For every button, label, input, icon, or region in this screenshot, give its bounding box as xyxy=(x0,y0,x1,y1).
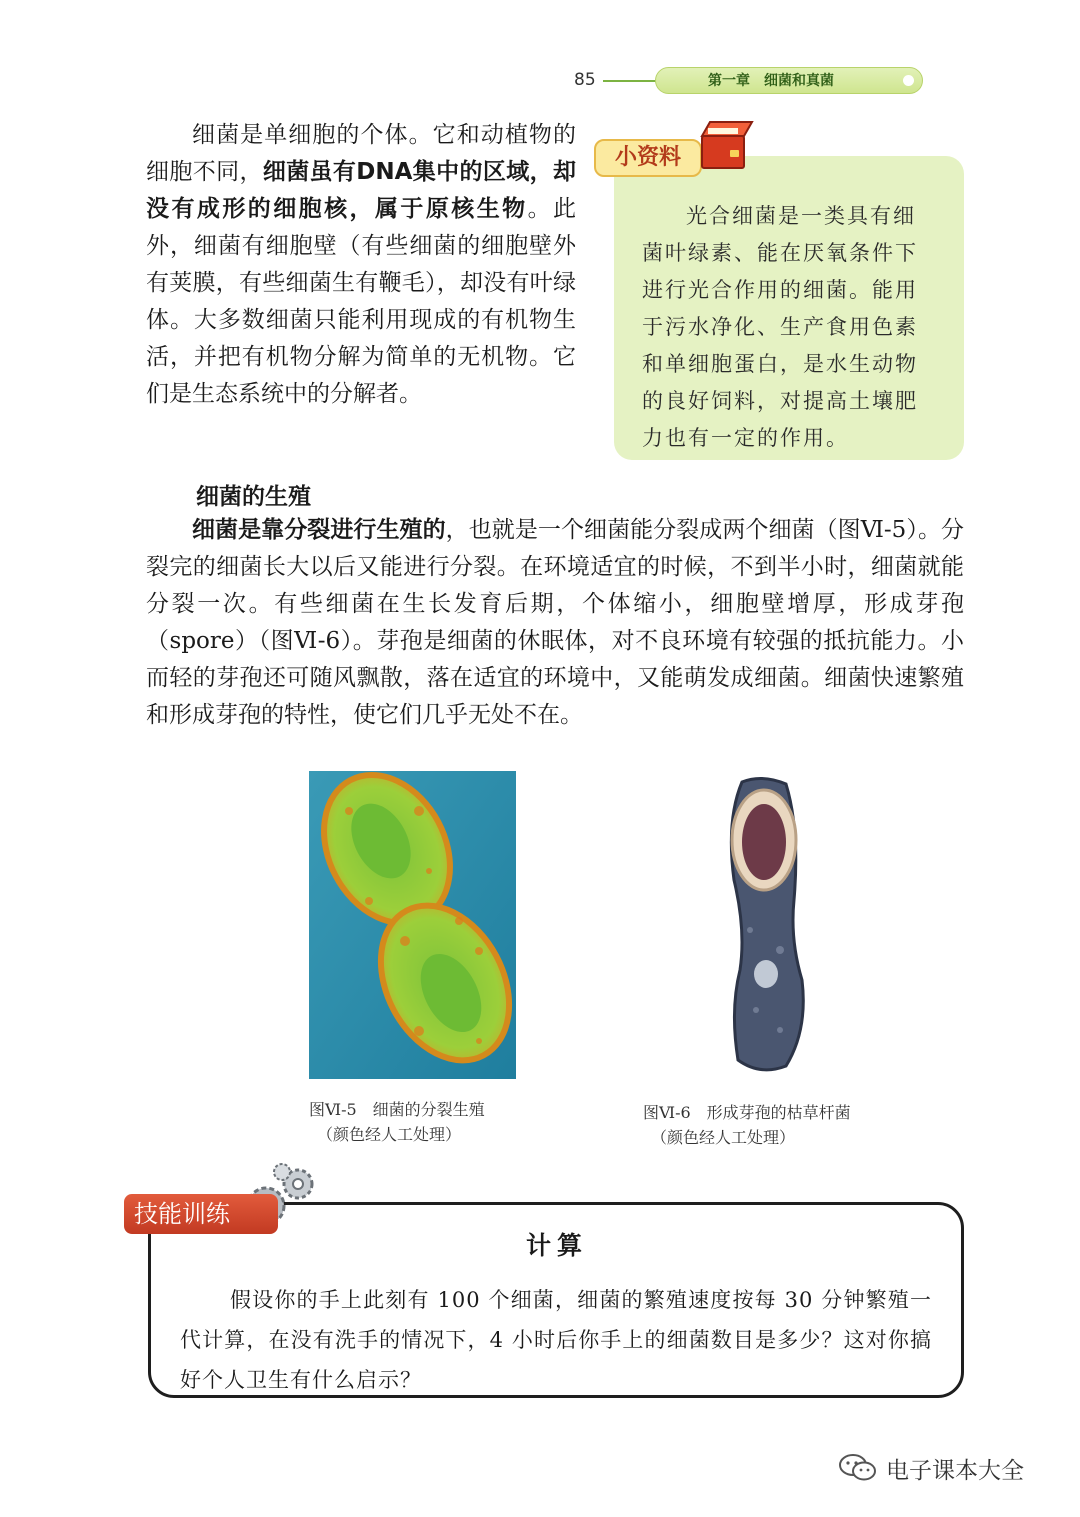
figure-5-title: 图Ⅵ-5 细菌的分裂生殖 xyxy=(309,1100,485,1119)
header-dot xyxy=(903,75,914,86)
intro-paragraph xyxy=(146,117,576,413)
figure-bacteria-division xyxy=(309,771,516,1079)
reproduction-text: ，也就是一个细菌能分裂成两个细菌（图Ⅵ-5）。分裂完的细菌长大以后又能进行分裂。在环境适宜的时候，不到半小时，细菌就能分裂一次。有些细菌在生长发育后期，个体缩小，细胞壁增厚，形成芽孢（spore）（图Ⅵ-6）。芽孢是细菌的休眠体，对不良环境有较强的抵抗能力。小而轻的芽孢还可随风飘散，落在适宜的环境中，又能萌发成细菌。细菌快速繁殖和形成芽孢的特性，使它们几乎无处不在。 xyxy=(146,517,964,728)
figure-6-note: （颜色经人工处理） xyxy=(651,1128,796,1147)
info-tag: 小资料 xyxy=(594,139,702,177)
figure-6-caption xyxy=(643,1100,851,1150)
watermark-text: 电子课本大全 xyxy=(886,1458,1024,1484)
section-title: 细菌的生殖 xyxy=(196,484,311,510)
skill-question: 假设你的手上此刻有 100 个细菌，细菌的繁殖速度按每 30 分钟繁殖一代计算，在没有洗手的情况下，4 小时后你手上的细菌数目是多少？这对你搞好个人卫生有什么启示？ xyxy=(180,1288,932,1392)
intro-text-1: 细菌是单细胞的个体。它和动植物的细胞不同， xyxy=(146,122,576,185)
reproduction-paragraph xyxy=(146,512,964,734)
skill-tag: 技能训练 xyxy=(124,1194,278,1234)
info-box xyxy=(614,156,964,460)
chapter-title: 第一章 细菌和真菌 xyxy=(655,67,923,94)
header-rule xyxy=(603,80,657,82)
info-box-icon xyxy=(696,114,756,174)
figure-bacillus-spore xyxy=(690,770,834,1080)
figure-6-title: 图Ⅵ-6 形成芽孢的枯草杆菌 xyxy=(643,1103,851,1122)
intro-bold-text: 细菌虽有DNA集中的区域，却没有成形的细胞核，属于原核生物 xyxy=(146,159,576,222)
reproduction-bold-text: 细菌是靠分裂进行生殖的 xyxy=(192,517,446,543)
skill-title: 计算 xyxy=(526,1231,589,1260)
chat-bubbles-icon xyxy=(838,1452,878,1484)
figure-5-caption xyxy=(309,1097,485,1147)
page-number: 85 xyxy=(574,70,596,90)
intro-text-2: 。此外，细菌有细胞壁（有些细菌的细胞壁外有荚膜，有些细菌生有鞭毛），却没有叶绿体。大多数细菌只能利用现成的有机物生活，并把有机物分解为简单的无机物。它们是生态系统中的分解者。 xyxy=(146,196,576,407)
info-box-text: 光合细菌是一类具有细菌叶绿素、能在厌氧条件下进行光合作用的细菌。能用于污水净化、生产食用色素和单细胞蛋白，是水生动物的良好饲料，对提高土壤肥力也有一定的作用。 xyxy=(642,204,918,450)
figure-5-note: （颜色经人工处理） xyxy=(317,1125,462,1144)
